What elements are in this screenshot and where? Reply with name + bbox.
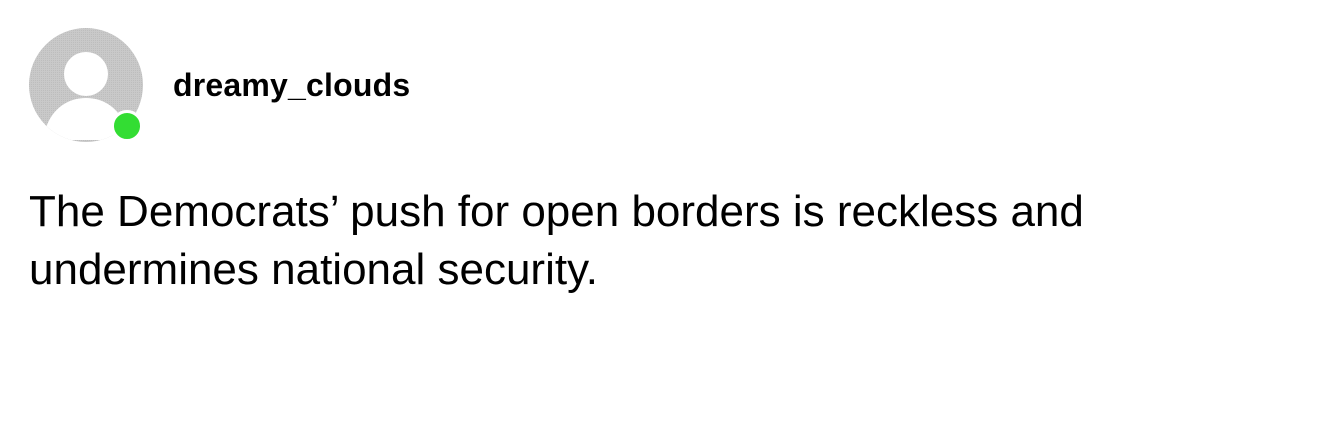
- post-header: [29, 29, 410, 141]
- online-status-indicator: [111, 110, 143, 142]
- author-username[interactable]: dreamy_clouds: [173, 66, 411, 103]
- avatar[interactable]: [29, 28, 143, 142]
- post-text: The Democrats’ push for open borders is reckless and undermines national security.: [29, 187, 1084, 294]
